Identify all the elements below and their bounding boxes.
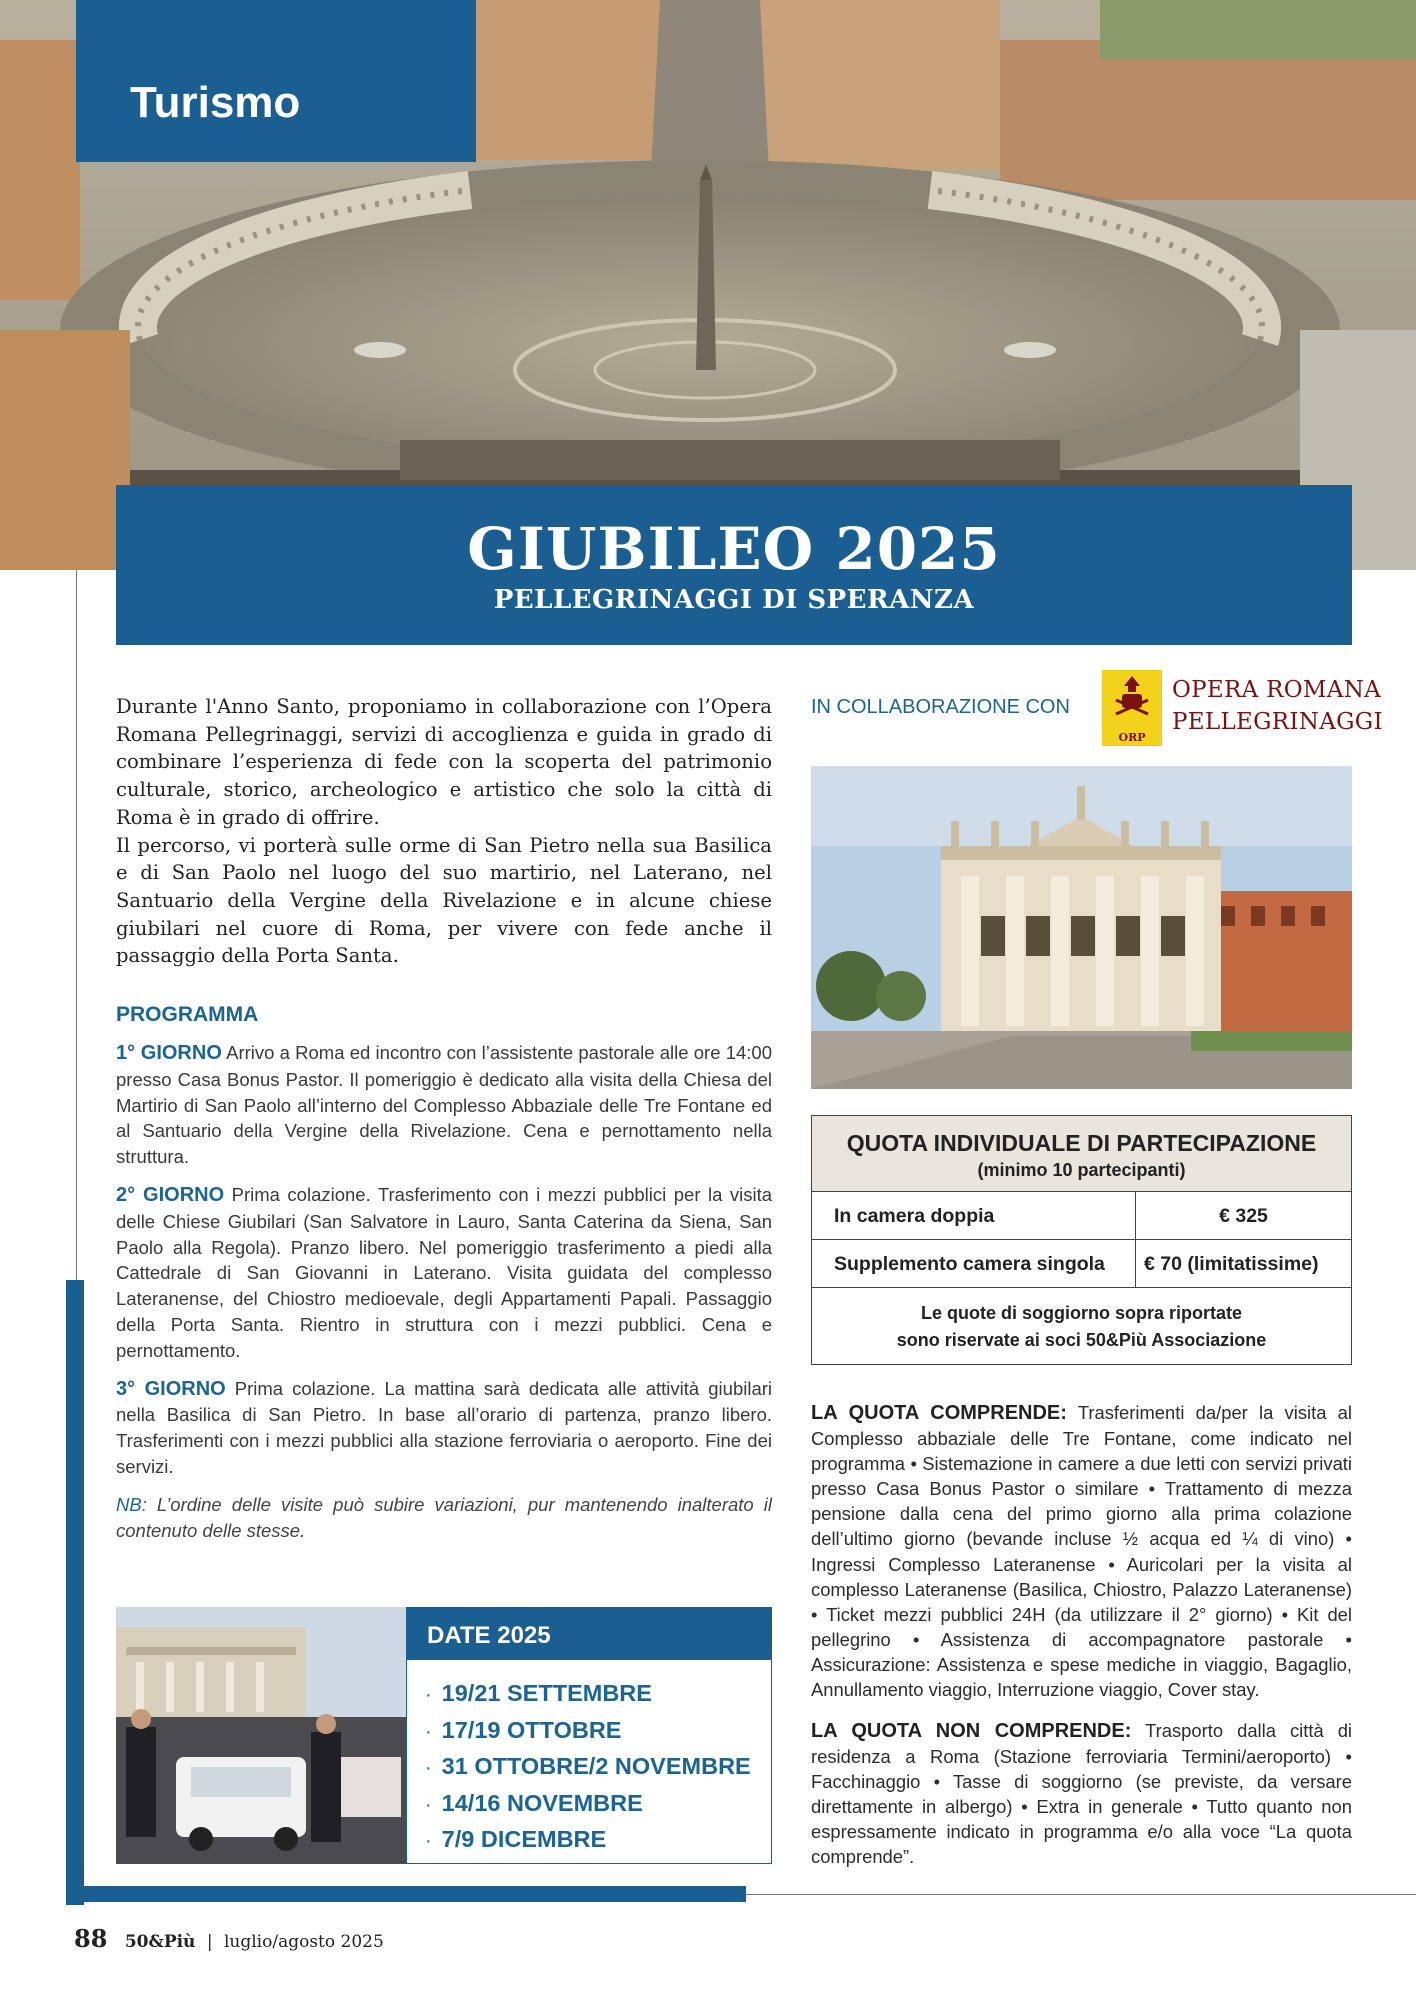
page-subtitle: PELLEGRINAGGI DI SPERANZA	[493, 585, 975, 615]
day-label: 1° GIORNO	[116, 1042, 222, 1064]
left-accent-bar	[66, 1280, 84, 1905]
day-text: Prima colazione. Trasferimento con i mezzi pubblici per la visita delle Chiese Giubilari (San Salvatore in Lauro, Santa Caterina da Siena, San Paolo alla Regola). Pranzo libero. Nel pomeriggio trasferimento a piedi alla Cattedrale di San Giovanni in Laterano. Visita guidata del complesso Lateranense, del Chiostro medioevale, degli Appartamenti Papali. Passaggio della Porta Santa. Rientro in struttura con i mezzi pubblici. Cena e pernottamento.	[116, 1183, 772, 1361]
includes-text: Trasferimenti da/per la visita al Complesso abbaziale delle Tre Fontane, come indicato nel programma • Sistemazione in camere a due letti con servizi privati presso Casa Bonus Pastor o similare • Trattamento di mezza pensione dalla cena del primo giorno alla prima colazione dell’ultimo giorno (bevande incluse ½ acqua ed ¼ di vino) • Ingressi Complesso Lateranense • Auricolari per la visita al complesso Lateranense (Basilica, Chiostro, Palazzo Lateranense) • Ticket mezzi pubblici 24H (da utilizzare il 2° giorno) • Kit del pellegrino • Assistenza di accompagnatore pastorale • Assicurazione: Assistenza e spese mediche in viaggio, Bagaglio, Annullamento viaggio, Interruzione viaggio, Cover stay.	[811, 1402, 1352, 1701]
date-text: 14/16 NOVEMBRE	[441, 1789, 643, 1816]
bottom-accent-bar	[66, 1886, 746, 1902]
lateran-basilica-photo	[811, 766, 1352, 1089]
date-text: 19/21 SETTEMBRE	[441, 1680, 652, 1706]
bullet: ·	[425, 1757, 432, 1779]
date-item	[425, 1676, 771, 1713]
intro-text	[116, 693, 772, 970]
pricing-note-line-2: sono riservate ai soci 50&Più Associazione	[896, 1330, 1267, 1350]
bullet: ·	[425, 1830, 432, 1852]
day-label: 3° GIORNO	[116, 1377, 226, 1400]
intro-paragraph-1: Durante l'Anno Santo, proponiamo in collaborazione con l’Opera Romana Pellegrinaggi, servizi di accoglienza e guida in grado di combinare l’esperienza di fede con la scoperta del patrimonio culturale, storico, archeologico e artistico che solo la città di Roma è in grado di offrire.	[116, 695, 772, 829]
date-text: 17/19 OTTOBRE	[441, 1716, 622, 1743]
section-tag-label: Turismo	[130, 78, 301, 127]
bullet: ·	[425, 1684, 432, 1706]
date-item	[425, 1786, 771, 1823]
footer-separator: |	[206, 1932, 213, 1952]
pricing-subtitle: (minimo 10 partecipanti)	[977, 1160, 1186, 1180]
pricing-note-line-1: Le quote di soggiorno sopra riportate	[920, 1303, 1242, 1323]
day-label: 2° GIORNO	[116, 1183, 225, 1206]
date-item	[425, 1749, 771, 1786]
includes-label: LA QUOTA COMPRENDE:	[811, 1402, 1067, 1424]
dates-heading: DATE 2025	[407, 1608, 771, 1660]
section-tag	[76, 0, 476, 162]
bullet: ·	[425, 1720, 432, 1743]
pricing-row-value: € 325	[1219, 1205, 1268, 1227]
program-day-2	[116, 1182, 772, 1364]
bottom-rule	[746, 1894, 1416, 1895]
note-label: NB:	[116, 1493, 147, 1515]
day-text: Prima colazione. La mattina sarà dedicata alle attività giubilari nella Basilica di San Pietro. In base all’orario di partenza, pranzo libero. Trasferimenti con i mezzi pubblici alla stazione ferroviaria o aeroporto. Fine dei servizi.	[116, 1377, 773, 1477]
magazine-name: 50&Più	[124, 1932, 196, 1952]
page-footer	[74, 1924, 384, 1953]
date-text: 7/9 DICEMBRE	[441, 1826, 607, 1852]
program-body	[116, 1040, 772, 1555]
logo-line-2: PELLEGRINAGGI	[1172, 709, 1383, 735]
pricing-row	[812, 1192, 1351, 1240]
dates-list	[407, 1660, 771, 1859]
program-day-1	[116, 1040, 772, 1170]
dates-box	[406, 1607, 772, 1864]
quota-includes	[811, 1400, 1352, 1702]
excludes-label: LA QUOTA NON COMPRENDE:	[811, 1720, 1132, 1742]
pricing-title: QUOTA INDIVIDUALE DI PARTECIPAZIONE	[846, 1130, 1317, 1156]
program-heading: PROGRAMMA	[116, 1003, 259, 1026]
title-banner	[116, 485, 1352, 645]
pricing-table	[811, 1115, 1352, 1365]
pricing-header	[812, 1116, 1351, 1192]
papal-emblem-icon	[1102, 670, 1162, 746]
pricing-note	[812, 1288, 1351, 1364]
pricing-row-value: € 70 (limitatissime)	[1144, 1253, 1319, 1275]
date-item	[425, 1713, 771, 1750]
logo-wordmark	[1172, 674, 1383, 738]
opera-romana-pellegrinaggi-logo	[1096, 668, 1383, 750]
intro-paragraph-2: Il percorso, vi porterà sulle orme di San Pietro nella sua Basilica e di San Paolo nel luogo del suo martirio, nel Laterano, nel Santuario della Vergine della Rivelazione e in alcune chiese giubilari nel cuore di Roma, per vivere con fede anche il passaggio della Porta Santa.	[116, 833, 772, 968]
date-item	[425, 1822, 771, 1859]
program-day-3	[116, 1376, 772, 1480]
pricing-row-label: Supplemento camera singola	[812, 1240, 1136, 1287]
collaboration-label: IN COLLABORAZIONE CON	[811, 696, 1070, 718]
bullet: ·	[425, 1793, 432, 1816]
logo-line-1: OPERA ROMANA	[1172, 677, 1382, 703]
pricing-row-label: In camera doppia	[812, 1192, 1136, 1239]
papal-car-photo	[116, 1607, 406, 1864]
logo-letters: ORP	[1118, 731, 1146, 744]
page-number: 88	[74, 1924, 108, 1953]
date-text: 31 OTTOBRE/2 NOVEMBRE	[441, 1753, 751, 1779]
excludes-text: Trasporto dalla città di residenza a Roma (Stazione ferroviaria Termini/aeroporto) • Facchinaggio • Tasse di soggiorno (se previste, da versare direttamente in albergo) • Extra in generale • Tutto quanto non espressamente indicato in programma e/o alla voce “La quota comprende”.	[811, 1720, 1353, 1868]
issue-date: luglio/agosto 2025	[223, 1932, 384, 1952]
pricing-row	[812, 1240, 1351, 1288]
note-text: L’ordine delle visite può subire variazioni, pur mantenendo inalterato il contenuto delle stesse.	[116, 1493, 773, 1541]
quota-excludes	[811, 1718, 1352, 1870]
program-note	[116, 1492, 772, 1544]
page-title: GIUBILEO 2025	[467, 515, 1001, 583]
day-text: Arrivo a Roma ed incontro con l’assistente pastorale alle ore 14:00 presso Casa Bonus Pastor. Il pomeriggio è dedicato alla visita della Chiesa del Martirio di San Paolo all’interno del Complesso Abbaziale delle Tre Fontane ed al Santuario della Vergine della Rivelazione. Cena e pernottamento nella struttura.	[116, 1042, 773, 1168]
